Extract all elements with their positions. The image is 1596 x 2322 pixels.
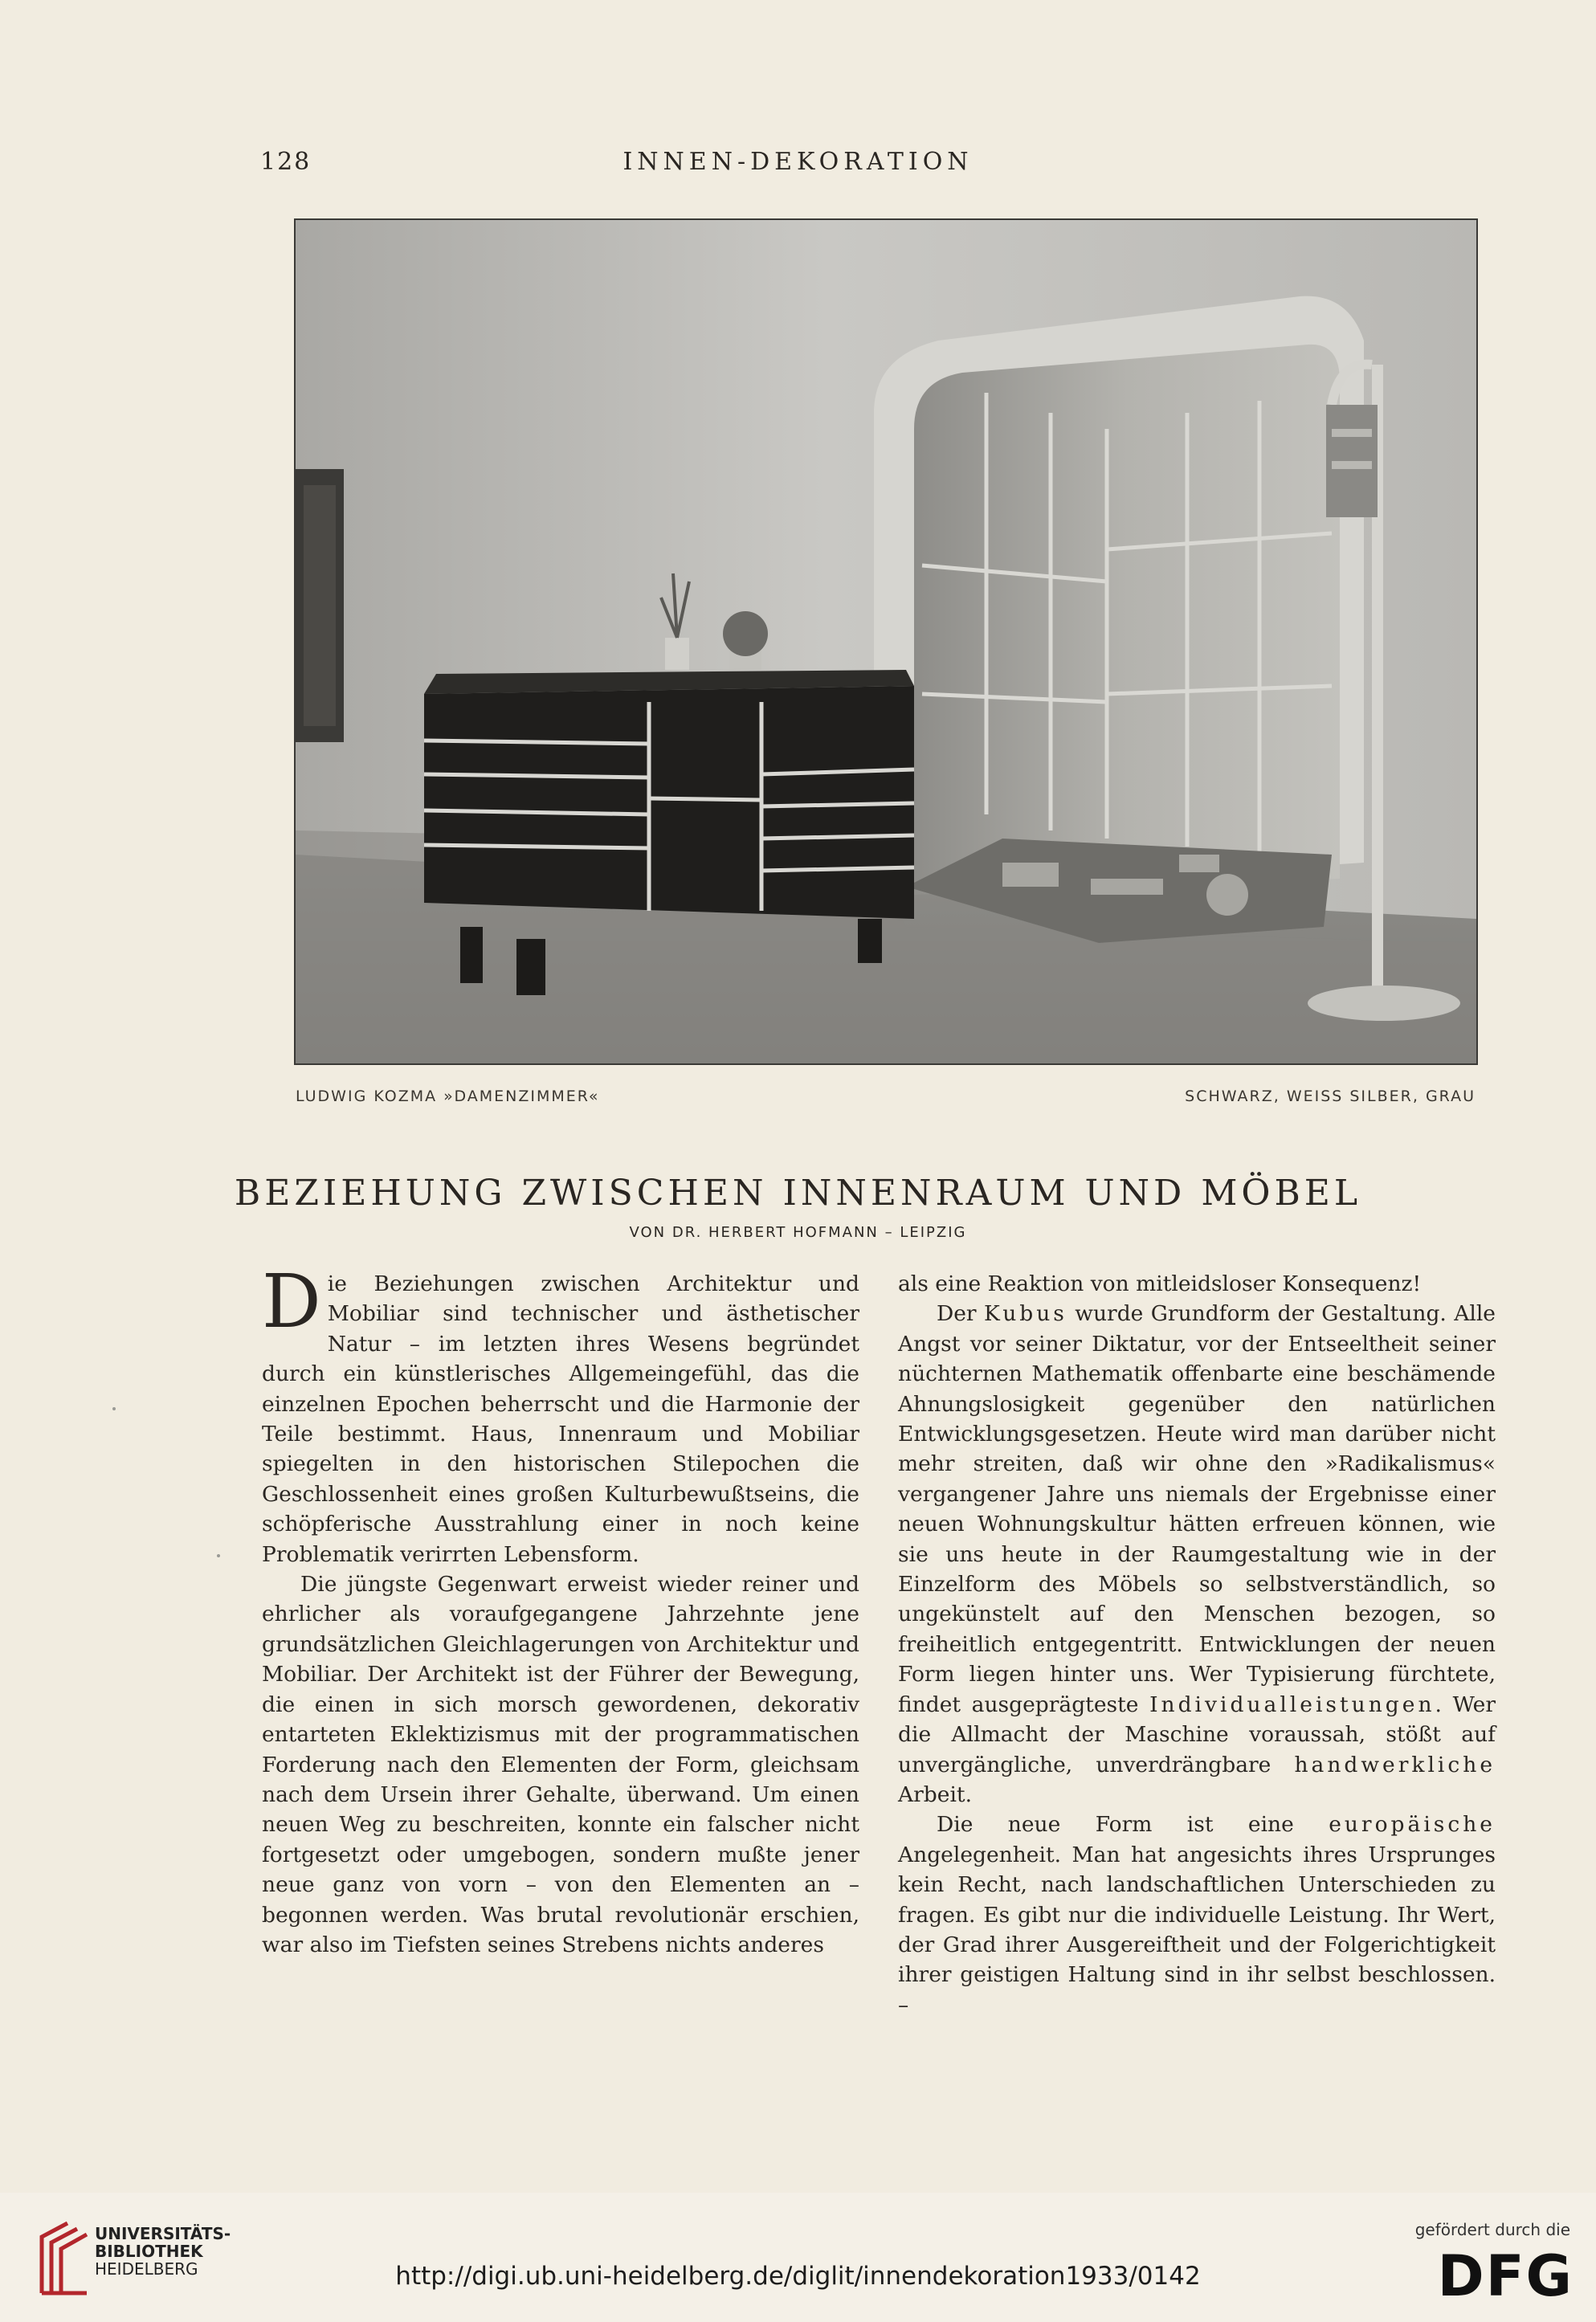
page-number: 128 — [260, 148, 312, 176]
digitization-footer — [0, 2193, 1596, 2322]
dfg-logo: DFG — [1437, 2243, 1574, 2309]
text-run: Arbeit. — [898, 1781, 972, 1807]
running-head: INNEN-DEKORATION — [622, 148, 974, 176]
figure-caption-right: SCHWARZ, WEISS SILBER, GRAU — [1185, 1088, 1476, 1105]
emphasis: europäische — [1329, 1812, 1496, 1838]
article-byline: VON DR. HERBERT HOFMANN – LEIPZIG — [629, 1224, 967, 1241]
text-run: Angelegenheit. Man hat angesichts ihres Ursprunges kein Recht, nach landschaftlichen Unterschieden zu fragen. Es gibt nur die individuelle Leistung. Ihr Wert, der Grad ihrer Ausgereiftheit und der Folgerichtigkeit ihrer geistigen Haltung sind in ihr selbst beschlossen. – — [898, 1842, 1496, 2018]
library-name-line: UNIVERSITÄTS- — [95, 2224, 231, 2243]
paragraph: Die jüngste Gegenwart erweist wieder reiner und ehrlicher als voraufgegangene Jahrzehnte jene grundsätzlichen Gleichlagerungen von Architektur und Mobiliar. Der Architekt ist der Führer der Bewegung, die einen in sich morsch gewordenen, dekorativ entarteten Eklektizismus mit der programmatischen Forderung nach den Elementen der Form, gleichsam nach dem Ursein ihrer Gehalte, überwand. Um einen neuen Weg zu beschreiten, konnte ein falscher nicht fortgesetzt oder umgebogen, sondern mußte jener neue ganz von vorn – von den Elementen an – begonnen werden. Was brutal revolutionär erschien, war also im Tiefsten seines Strebens nichts anderes — [262, 1572, 859, 1957]
text-column-right — [898, 1269, 1496, 2020]
article-title: BEZIEHUNG ZWISCHEN INNENRAUM UND MÖBEL — [234, 1173, 1362, 1214]
text-run: wurde Grundform der Gestaltung. Alle Angst vor seiner Diktatur, vor der Entseeltheit seiner nüchternen Mathematik offenbarte eine beschämende Ahnungslosigkeit gegenüber den natürlichen Entwicklungsgesetzen. Heute wird man darüber nicht mehr streiten, daß wir ohne den »Radikalismus« vergangener Jahre uns niemals der Ergebnisse einer neuen Wohnungskultur hätten erfreuen können, wie sie uns heute in der Raumgestaltung wie in der Einzelform des Möbels so selbstverständlich, so ungekünstelt auf den Menschen bezogen, so freiheitlich entgegentritt. Entwicklungen der neuen Form liegen hinter uns. Wer Typisierung fürchtete, findet ausgeprägteste — [898, 1301, 1496, 1717]
text-run: Der — [937, 1301, 984, 1327]
text-run: . Wer die Allmacht der Maschine voraussah, stößt auf unvergängliche, unverdrängbare — [898, 1692, 1496, 1777]
text-column-left — [262, 1259, 859, 1960]
paragraph: als eine Reaktion von mitleidsloser Konsequenz! — [898, 1271, 1422, 1296]
funding-note: gefördert durch die — [1414, 2220, 1570, 2239]
permalink-url[interactable]: http://digi.ub.uni-heidelberg.de/diglit/innendekoration1933/0142 — [395, 2262, 1201, 2291]
paragraph — [898, 1810, 1496, 2020]
paper-speck — [217, 1554, 220, 1557]
text-run: Die neue Form ist eine — [937, 1812, 1329, 1838]
emphasis: Individualleistungen — [1149, 1692, 1435, 1717]
library-name-line: BIBLIOTHEK — [95, 2242, 203, 2261]
interior-photograph — [294, 218, 1478, 1065]
emphasis: handwerkliche — [1294, 1752, 1496, 1777]
library-name-line: HEIDELBERG — [95, 2259, 198, 2279]
figure-caption-left: LUDWIG KOZMA »DAMENZIMMER« — [296, 1088, 600, 1105]
paragraph — [262, 1259, 859, 1569]
paper-speck — [112, 1407, 116, 1410]
emphasis: Kubus — [983, 1301, 1067, 1327]
drop-cap: D — [262, 1259, 321, 1345]
paragraph — [898, 1299, 1496, 1810]
paragraph-text: ie Beziehungen zwischen Architektur und Mobiliar sind technischer und ästhetischer Natur – im letzten ihres Wesens begründet durch ein künstlerisches Allgemeingefühl, das die einzelnen Epochen beherrscht und die Harmonie der Teile bestimmt. Haus, Innenraum und Mobiliar spiegelten in den historischen Stilepochen die Geschlossenheit eines großen Kulturbewußtseins, die schöpferische Ausstrahlung einer in noch keine Problematik verirrten Lebensform. — [262, 1271, 859, 1567]
